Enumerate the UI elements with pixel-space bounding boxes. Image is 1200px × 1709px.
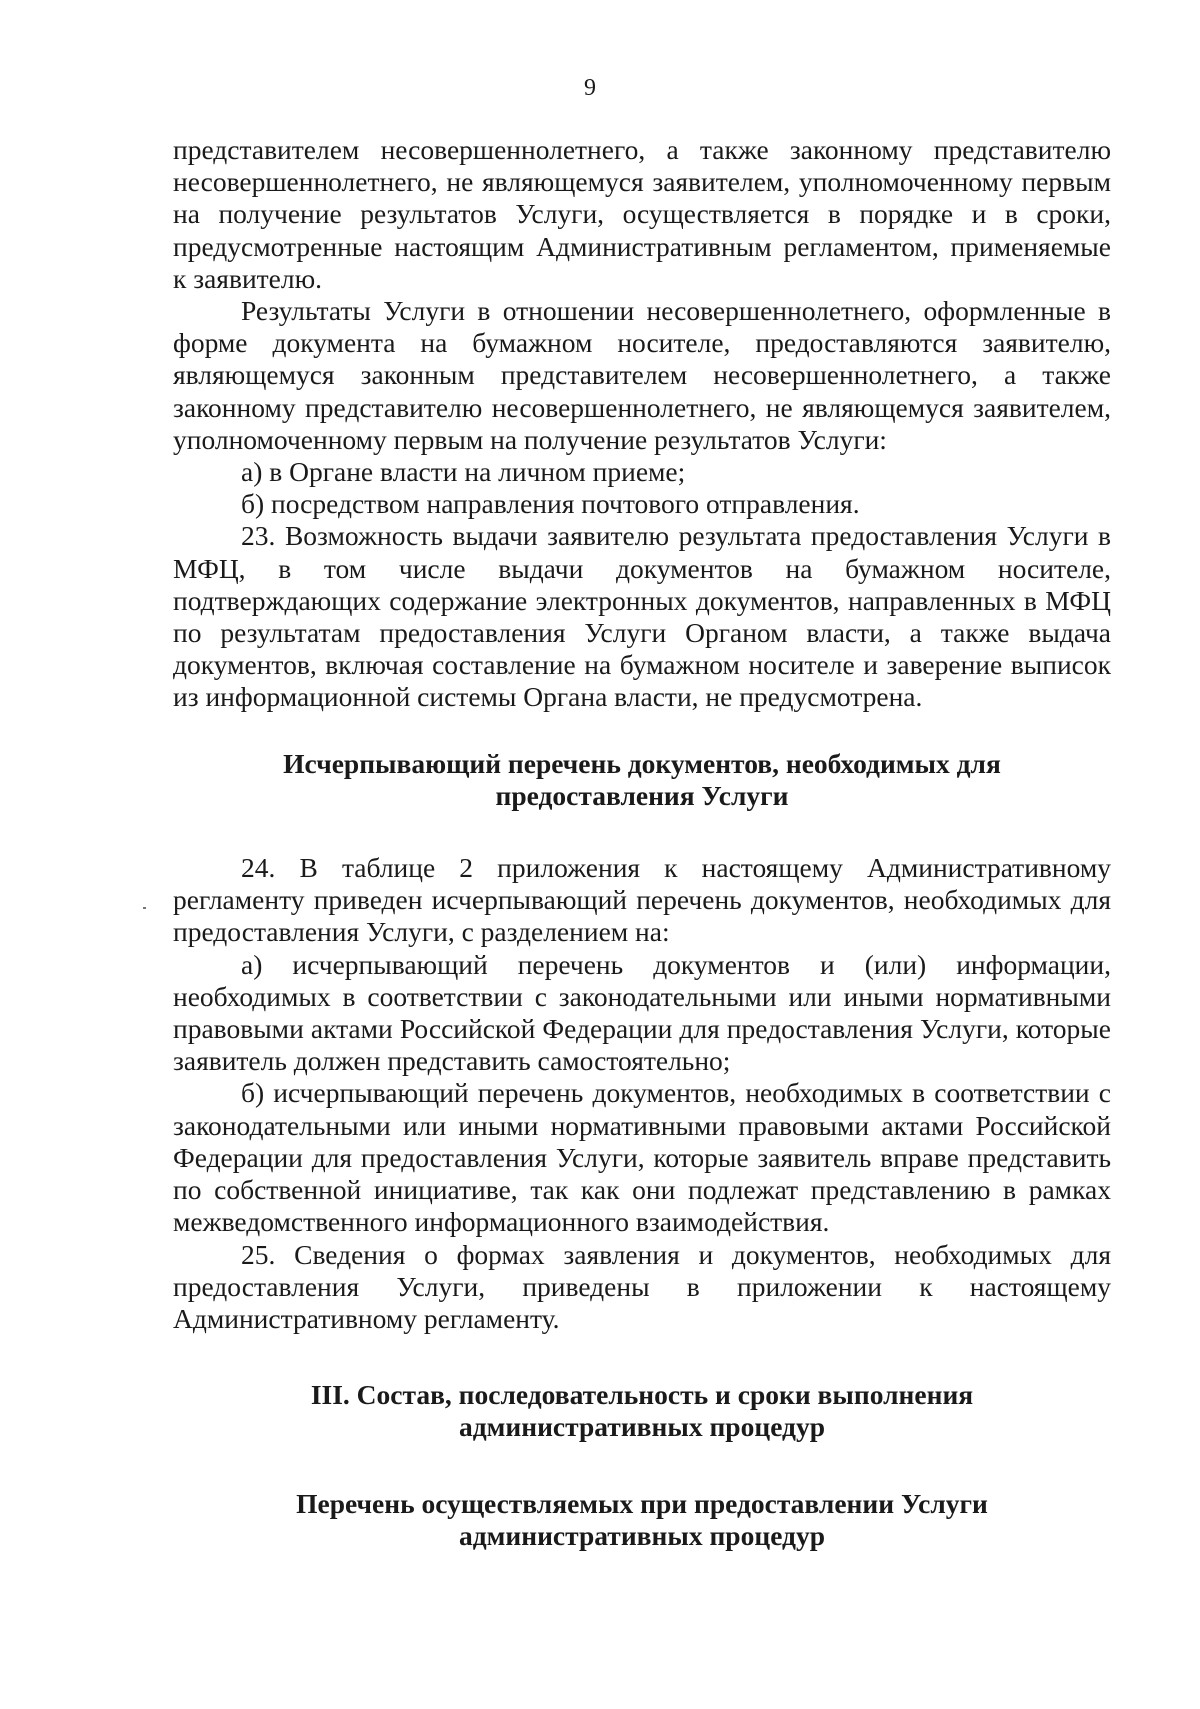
list-item-24b: б) исчерпывающий перечень документов, необходимых в соответствии с законодательными или иными нормативными правовыми актами Российской Федерации для предоставления Услуги, которые заявитель вправе представить по собственной инициативе, так как они подлежат представлению в рамках межведомственного информационного взаимодействия. (173, 1077, 1111, 1238)
section-heading-iii (173, 1379, 1111, 1443)
heading-line: административных процедур (459, 1519, 825, 1551)
paragraph-results-minor: Результаты Услуги в отношении несовершеннолетнего, оформленные в форме документа на бумажном носителе, предоставляются заявителю, являющемуся законным представителем несовершеннолетнего, а также законному представителю несовершеннолетнего, не являющемуся заявителем, уполномоченному первым на получение результатов Услуги: (173, 295, 1111, 455)
heading-line: Исчерпывающий перечень документов, необходимых для (283, 747, 1001, 779)
section-heading-procedures-list (173, 1488, 1111, 1552)
paragraph-23: 23. Возможность выдачи заявителю результата предоставления Услуги в МФЦ, в том числе выдачи документов на бумажном носителе, подтверждающих содержание электронных документов, направленных в МФЦ по результатам предоставления Услуги Органом власти, а также выдача документов, включая составление на бумажном носителе и заверение выписок из информационной системы Органа власти, не предусмотрена. (173, 520, 1111, 713)
section-heading-documents (173, 748, 1111, 812)
heading-line: административных процедур (459, 1411, 825, 1443)
paragraph-24: 24. В таблице 2 приложения к настоящему Административному регламенту приведен исчерпывающий перечень документов, необходимых для предоставления Услуги, с разделением на: (173, 852, 1111, 948)
list-item-a: а) в Органе власти на личном приеме; (241, 456, 686, 488)
document-body (173, 134, 1111, 1552)
page-number: 9 (584, 75, 596, 101)
list-item-b: б) посредством направления почтового отправления. (241, 488, 860, 520)
heading-line: Перечень осуществляемых при предоставлении Услуги (296, 1487, 988, 1519)
heading-line: предоставления Услуги (495, 779, 789, 811)
list-item-24a: а) исчерпывающий перечень документов и (или) информации, необходимых в соответствии с законодательными или иными нормативными правовыми актами Российской Федерации для предоставления Услуги, которые заявитель должен представить самостоятельно; (173, 948, 1111, 1077)
heading-line: III. Состав, последовательность и сроки выполнения (310, 1379, 974, 1411)
paragraph-continuation: представителем несовершеннолетнего, а также законному представителю несовершеннолетнего, не являющемуся заявителем, уполномоченному первым на получение результатов Услуги, осуществляется в порядке и в сроки, предусмотренные настоящим Административным регламентом, применяемые к заявителю. (173, 134, 1111, 294)
paragraph-25: 25. Сведения о формах заявления и документов, необходимых для предоставления Услуги, приведены в приложении к настоящему Административному регламенту. (173, 1238, 1111, 1334)
scan-artifact-mark (143, 907, 146, 909)
